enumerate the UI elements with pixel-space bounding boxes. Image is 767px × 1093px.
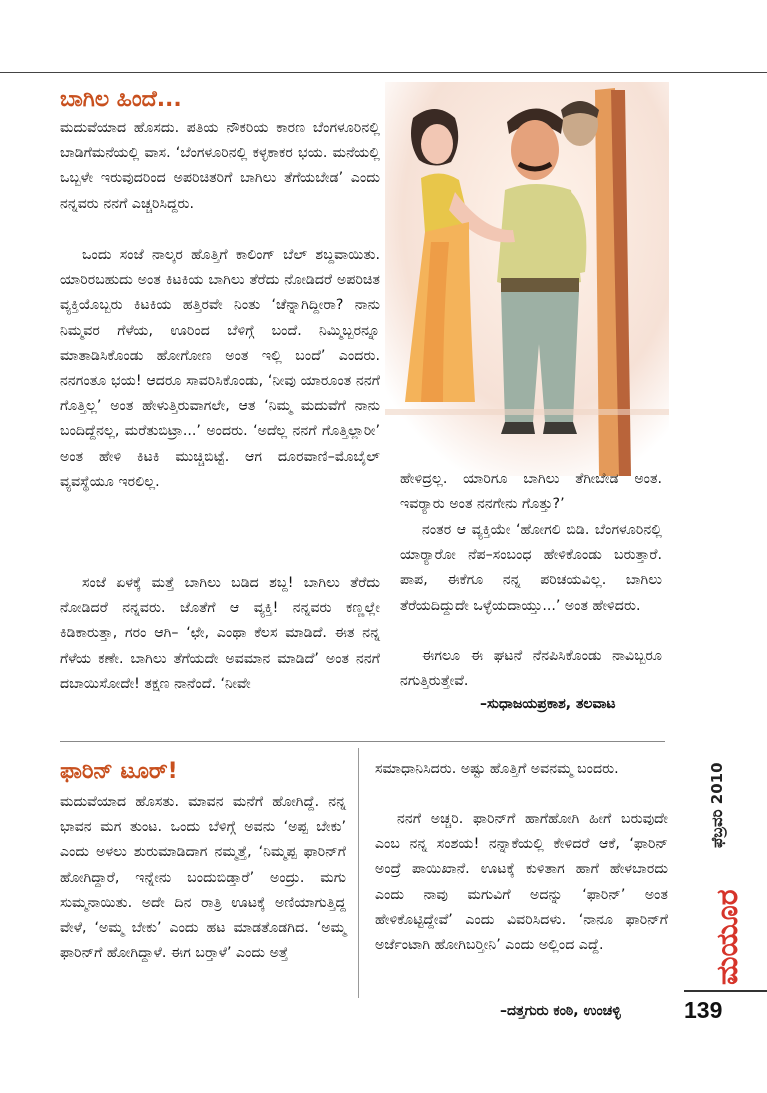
story-1-paragraph-1: ಮದುವೆಯಾದ ಹೊಸದು. ಪತಿಯ ನೌಕರಿಯ ಕಾರಣ ಬೆಂಗಳೂರಿನಲ್ಲಿ ಬಾಡಿಗೆಮನೆಯಲ್ಲಿ ವಾಸ. ‘ಬೆಂಗಳೂರಿನಲ್ಲಿ ಕಳ್ಳಕಾಕರ ಭಯ. ಮನೆಯಲ್ಲಿ ಒಬ್ಬಳೇ ಇರುವುದರಿಂದ ಅಪರಿಚಿತರಿಗೆ ಬಾಗಿಲು ತೆಗೆಯಬೇಡ’ ಎಂದು ನನ್ನವರು ನನಗೆ ಎಚ್ಚರಿಸಿದ್ದರು. [60,120,380,212]
story-2-paragraph-3: ನನಗೆ ಅಚ್ಚರಿ. ಫಾರಿನ್‌ಗೆ ಹಾಗೆಹೋಗಿ ಹೀಗೆ ಬರುವುದೇ ಎಂಬ ನನ್ನ ಸಂಶಯ! ನನ್ನಾಕೆಯಲ್ಲಿ ಕೇಳಿದರೆ ಆಕೆ, ‘ಫಾರಿನ್ ಅಂದ್ರೆ ಪಾಯಿಖಾನೆ. ಊಟಕ್ಕೆ ಕುಳಿತಾಗ ಹಾಗೆ ಹೇಳಬಾರದು ಎಂದು ನಾವು ಮಗುವಿಗೆ ಅದನ್ನು ‘ಫಾರಿನ್’ ಅಂತ ಹೇಳಿಕೊಟ್ಟಿದ್ದೇವೆ’ ಎಂದು ವಿವರಿಸಿದಳು. ‘ನಾನೂ ಫಾರಿನ್‌ಗೆ ಅರ್ಜೆಂಟಾಗಿ ಹೋಗಿಬರ್‍ತೀನಿ’ ಎಂದು ಅಲ್ಲಿಂದ ಎದ್ದೆ. [375,811,668,954]
story-2-paragraph-2: ಸಮಾಧಾನಿಸಿದರು. ಅಷ್ಟು ಹೊತ್ತಿಗೆ ಅವನಮ್ಮ ಬಂದರು. [375,761,619,777]
story-2-paragraph-1: ಮದುವೆಯಾದ ಹೊಸತು. ಮಾವನ ಮನೆಗೆ ಹೋಗಿದ್ದೆ. ನನ್ನ ಭಾವನ ಮಗ ತುಂಟ. ಒಂದು ಬೆಳಿಗ್ಗೆ ಅವನು ‘ಅಪ್ಪ ಬೇಕು’ ಎಂದು ಅಳಲು ಶುರುಮಾಡಿದಾಗ ನಮ್ಮತ್ತೆ, ‘ನಿಮ್ಮಪ್ಪ ಫಾರಿನ್‌ಗೆ ಹೋಗಿದ್ದಾರೆ, ಇನ್ನೇನು ಬಂದುಬಿಡ್ತಾರೆ’ ಅಂದ್ರು. ಮಗು ಸುಮ್ಮನಾಯಿತು. ಅದೇ ದಿನ ರಾತ್ರಿ ಊಟಕ್ಕೆ ಅಣಿಯಾಗುತ್ತಿದ್ದ ವೇಳೆ, ‘ಅಮ್ಮ ಬೇಕು’ ಎಂದು ಹಟ ಮಾಡತೊಡಗಿದ. ‘ಅಮ್ಮ ಫಾರಿನ್‌ಗೆ ಹೋಗಿದ್ದಾಳೆ. ಈಗ ಬರ್‍ತಾಳೆ’ ಎಂದು ಅತ್ತೆ [60,794,346,962]
couple-illustration [385,82,669,476]
story-1-title: ಬಾಗಿಲ ಹಿಂದೆ... [60,87,182,112]
page-number: 139 [684,997,723,1023]
magazine-brand: ಮಯೂರ [710,889,745,985]
story-1-paragraph-4: ಹೇಳಿದ್ರಲ್ಲ. ಯಾರಿಗೂ ಬಾಗಿಲು ತೆಗೀಬೇಡ ಅಂತ. ಇವರ್‍ಯಾರು ಅಂತ ನನಗೇನು ಗೊತ್ತು?’ [400,471,662,513]
story-1-paragraph-6: ಈಗಲೂ ಈ ಘಟನೆ ನೆನಪಿಸಿಕೊಂಡು ನಾವಿಬ್ಬರೂ ನಗುತ್ತಿರುತ್ತೇವೆ. [400,648,662,690]
story-1-paragraph-5: ನಂತರ ಆ ವ್ಯಕ್ತಿಯೇ ‘ಹೋಗಲಿ ಬಿಡಿ. ಬೆಂಗಳೂರಿನಲ್ಲಿ ಯಾರ್‍ಯಾರೋ ನೆಪ–ಸಂಬಂಧ ಹೇಳಿಕೊಂಡು ಬರುತ್ತಾರೆ. ಪಾಪ, ಈಕೆಗೂ ನನ್ನ ಪರಿಚಯವಿಲ್ಲ. ಬಾಗಿಲು ತೆರೆಯದಿದ್ದುದೇ ಒಳ್ಳೆಯದಾಯ್ತು...’ ಅಂತ ಹೇಳಿದರು. [400,522,662,614]
story-2-title: ಫಾರಿನ್ ಟೂರ್! [60,759,178,784]
story-2-signature: –ದತ್ತಗುರು ಕಂಠಿ, ಉಂಚಳ್ಳಿ [500,1003,621,1019]
issue-date: ಫೆಬ್ರವರಿ 2010 [708,762,726,848]
story-1-paragraph-2: ಒಂದು ಸಂಜೆ ನಾಲ್ಕರ ಹೊತ್ತಿಗೆ ಕಾಲಿಂಗ್ ಬೆಲ್ ಶಬ್ದವಾಯಿತು. ಯಾರಿರಬಹುದು ಅಂತ ಕಿಟಕಿಯ ಬಾಗಿಲು ತೆರೆದು ನೋಡಿದರೆ ಅಪರಿಚಿತ ವ್ಯಕ್ತಿಯೊಬ್ಬರು ಕಿಟಕಿಯ ಹತ್ತಿರವೇ ನಿಂತು ‘ಚೆನ್ನಾಗಿದ್ದೀರಾ? ನಾನು ನಿಮ್ಮವರ ಗೆಳೆಯ, ಊರಿಂದ ಬೆಳಿಗ್ಗೆ ಬಂದೆ. ನಿಮ್ಮಿಬ್ಬರನ್ನೂ ಮಾತಾಡಿಸಿಕೊಂಡು ಹೋಗೋಣ ಅಂತ ಇಲ್ಲಿ ಬಂದೆ’ ಎಂದರು. ನನಗಂತೂ ಭಯ! ಆದರೂ ಸಾವರಿಸಿಕೊಂಡು, ‘ನೀವು ಯಾರೂಂತ ನನಗೆ ಗೊತ್ತಿಲ್ಲ’ ಅಂತ ಹೇಳುತ್ತಿರುವಾಗಲೇ, ಆತ ‘ನಿಮ್ಮ ಮದುವೆಗೆ ನಾನು ಬಂದಿದ್ದೆನಲ್ಲ, ಮರೆತುಬಿಟ್ರಾ...’ ಅಂದರು. ‘ಅದೆಲ್ಲ ನನಗೆ ಗೊತ್ತಿಲ್ಲಾರೀ’ ಅಂತ ಹೇಳಿ ಕಿಟಕಿ ಮುಚ್ಚಿಬಿಟ್ಟೆ. ಆಗ ದೂರವಾಣಿ–ಮೊಬೈಲ್ ವ್ಯವಸ್ಥೆಯೂ ಇರಲಿಲ್ಲ. [60,247,380,490]
page-number-rule [684,990,767,992]
top-rule [0,72,767,73]
story-1-signature: –ಸುಧಾಜಯಪ್ರಕಾಶ, ತಲವಾಟ [480,696,616,712]
story-1-paragraph-3: ಸಂಜೆ ಏಳಕ್ಕೆ ಮತ್ತೆ ಬಾಗಿಲು ಬಡಿದ ಶಬ್ದ! ಬಾಗಿಲು ತೆರೆದು ನೋಡಿದರೆ ನನ್ನವರು. ಜೊತೆಗೆ ಆ ವ್ಯಕ್ತಿ! ನನ್ನವರು ಕಣ್ಣಲ್ಲೇ ಕಿಡಿಕಾರುತ್ತಾ, ಗರಂ ಆಗಿ– ‘ಛೇ, ಎಂಥಾ ಕೆಲಸ ಮಾಡಿದೆ. ಈತ ನನ್ನ ಗೆಳೆಯ ಕಣೇ. ಬಾಗಿಲು ತೆಗೆಯದೇ ಅವಮಾನ ಮಾಡಿದೆ’ ಅಂತ ನನಗೆ ದಬಾಯಿಸೋದೇ! ತಕ್ಷಣ ನಾನೆಂದೆ. ‘ನೀವೇ [60,575,380,692]
column-divider [358,748,359,998]
section-divider [60,741,665,742]
